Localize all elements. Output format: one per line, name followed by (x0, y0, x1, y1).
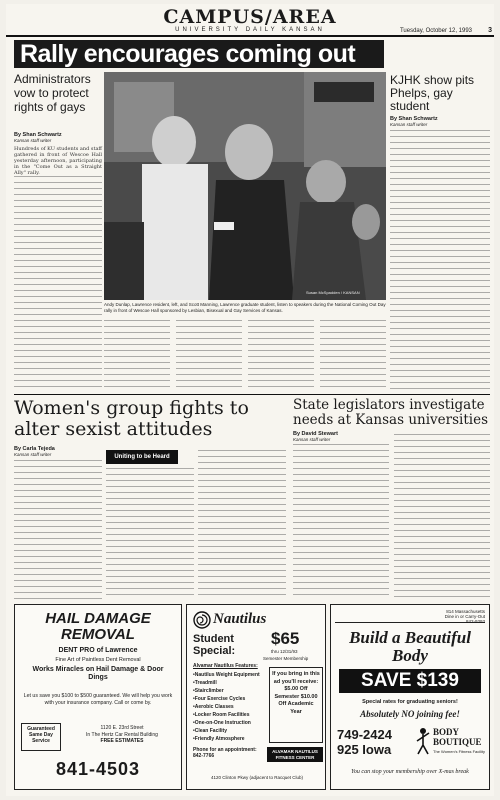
rally-photo-illustration (104, 72, 386, 300)
women-body-column (106, 468, 194, 600)
women-body-column (198, 450, 286, 600)
rally-body-column (104, 320, 170, 392)
body-ad-header-phone: 842-9393 (465, 619, 485, 624)
body-ad-price: SAVE $139 (339, 669, 481, 693)
body-ad-header (335, 609, 485, 623)
masthead-rule (6, 35, 494, 37)
body-ad-no-fee: Absolutely NO joining fee! (360, 709, 460, 719)
women-byline-role: Kansan staff writer (14, 452, 52, 457)
legislators-body-column (293, 444, 389, 600)
paper-name: UNIVERSITY DAILY KANSAN (175, 27, 325, 33)
rally-lede: Hundreds of KU students and staff gathered in front of Wescoe Hall yesterday afternoon, participating in the "Come Out as a Straight Ally" rally. (14, 146, 102, 176)
nautilus-heading-1: Student (193, 633, 234, 645)
rally-body-column (176, 320, 242, 392)
hail-ad-estimates: FREE ESTIMATES (100, 738, 144, 744)
body-ad-special: Special rates for graduating seniors! (362, 699, 458, 705)
nautilus-heading (193, 633, 235, 657)
body-ad-brand: BODY BOUTIQUE (433, 727, 482, 747)
section-title: CAMPUS/AREA (163, 6, 337, 28)
nautilus-promo-box: If you bring in this ad you'll receive: $5.00 Off Semester $10.00 Off Academic Year (269, 667, 323, 743)
photo-caption: Andy Dunlap, Lawrence resident, left, and Scott Manning, Lawrence graduate student, listen to speakers during the National Coming Out Day rally in front of Wescoe Hall sponsored by Lesbian, Bisexual and Gay Services of Kansas. (104, 302, 386, 313)
body-ad-header-address: 814 Massachusetts (446, 609, 485, 614)
legislators-headline: State legislators investigate needs at Kansas universities (293, 397, 489, 428)
rally-byline-block (14, 132, 102, 143)
body-ad-figure-icon (415, 727, 431, 755)
body-ad-header-dine: Dine in or Carry-Out (444, 614, 485, 619)
nautilus-thru: thru 12/31/93 (271, 649, 298, 654)
photo-credit: Susan McSpadden / KANSAN (306, 290, 360, 295)
nautilus-feature-item: •Clean Facility (193, 728, 227, 734)
body-ad-contact (337, 727, 409, 757)
body-boutique-ad (330, 604, 490, 790)
rally-body-column (320, 320, 386, 392)
women-body-column (14, 460, 102, 600)
hail-ad-miracles: Works Miracles on Hail Damage & Door Dings (32, 666, 164, 681)
body-ad-headline (335, 629, 485, 665)
nautilus-feature-item: •Friendly Atmosphere (193, 736, 245, 742)
nautilus-price: $65 (271, 629, 300, 648)
nautilus-feature-item: •Four Exercise Cycles (193, 696, 246, 702)
nautilus-feature-item: •Stairclimber (193, 688, 224, 694)
hail-ad-company: DENT PRO of Lawrence (58, 647, 138, 654)
kjhk-body-column (390, 130, 490, 392)
body-ad-phone: 749-2424 (337, 727, 392, 742)
hail-ad-building: In The Hertz Car Rental Building (86, 731, 158, 738)
issue-date: Tuesday, October 12, 1993 (399, 28, 472, 34)
hail-ad-address-block (69, 725, 175, 745)
nautilus-feature-item: •Nautilus Weight Equipment (193, 672, 260, 678)
women-headline: Women's group fights to alter sexist attitudes (14, 397, 249, 440)
nautilus-address: 4120 Clinton Pkwy (adjacent to Racquet Club) (210, 775, 304, 780)
nautilus-features-list (193, 671, 265, 743)
body-ad-street: 925 Iowa (337, 742, 392, 757)
kjhk-byline-role: Kansan staff writer (390, 122, 428, 127)
rally-photo (104, 72, 386, 300)
nautilus-membership: Semester Membership (263, 656, 309, 661)
women-byline-block (14, 446, 102, 457)
nautilus-heading-2: Special: (193, 645, 236, 657)
kjhk-byline: By Shan Schwartz (390, 116, 438, 122)
body-ad-header-text (405, 609, 485, 624)
rally-byline: By Shan Schwartz (14, 132, 62, 138)
nautilus-feature-item: •Locker Room Facilities (193, 712, 250, 718)
body-ad-headline-1: Build a Beautiful (349, 628, 471, 647)
hail-ad-offer: Let us save you $100 to $500 guaranteed. We will help you work with your insurance company. Call or come by. (23, 693, 173, 706)
nautilus-feature-item: •Treadmill (193, 680, 217, 686)
women-pullquote: Uniting to be Heard (106, 450, 178, 464)
body-ad-headline-2: Body (392, 646, 428, 665)
legislators-byline-role: Kansan staff writer (293, 437, 331, 442)
legislators-body-column (394, 434, 490, 600)
legislators-byline: By David Stewart (293, 431, 338, 437)
section-divider (14, 394, 490, 395)
hail-ad-tagline: Fine Art of Paintless Dent Removal (55, 657, 141, 663)
body-ad-tagline: The Women's Fitness Facility (433, 749, 486, 754)
hail-ad-title: HAIL DAMAGE REMOVAL (45, 610, 151, 643)
body-ad-footer: You can stop your membership over X-mas break (351, 769, 469, 775)
page-number: 3 (488, 27, 492, 34)
hail-damage-ad (14, 604, 182, 790)
hail-ad-guarantee-badge: Guaranteed Same Day Service (21, 723, 61, 751)
nautilus-shell-icon (193, 611, 211, 629)
hail-ad-phone: 841-4503 (55, 759, 141, 779)
nautilus-features-title: Alvamar Nautilus Features: (193, 663, 258, 669)
newspaper-page (6, 4, 494, 796)
rally-headline: Rally encourages coming out (14, 40, 384, 68)
nautilus-phone: Phone for an appointment: 842-7766 (193, 747, 257, 759)
kjhk-headline: KJHK show pits Phelps, gay student (390, 73, 475, 113)
rally-body-column (14, 176, 102, 392)
legislators-byline-block (293, 431, 389, 442)
women-byline: By Carla Tejeda (14, 446, 55, 452)
nautilus-brand: Nautilus (213, 611, 267, 627)
kjhk-byline-block (390, 116, 490, 127)
nautilus-ad (186, 604, 326, 790)
rally-subhead: Administrators vow to protect rights of gays (14, 72, 91, 114)
rally-byline-role: Kansan staff writer (14, 138, 52, 143)
nautilus-feature-item: •One-on-One Instruction (193, 720, 251, 726)
nautilus-club-name: ALVAMAR NAUTILUS FITNESS CENTER (267, 747, 323, 762)
nautilus-feature-item: •Aerobic Classes (193, 704, 234, 710)
rally-body-column (248, 320, 314, 392)
hail-ad-address: 1120 E. 23rd Street (100, 725, 144, 731)
